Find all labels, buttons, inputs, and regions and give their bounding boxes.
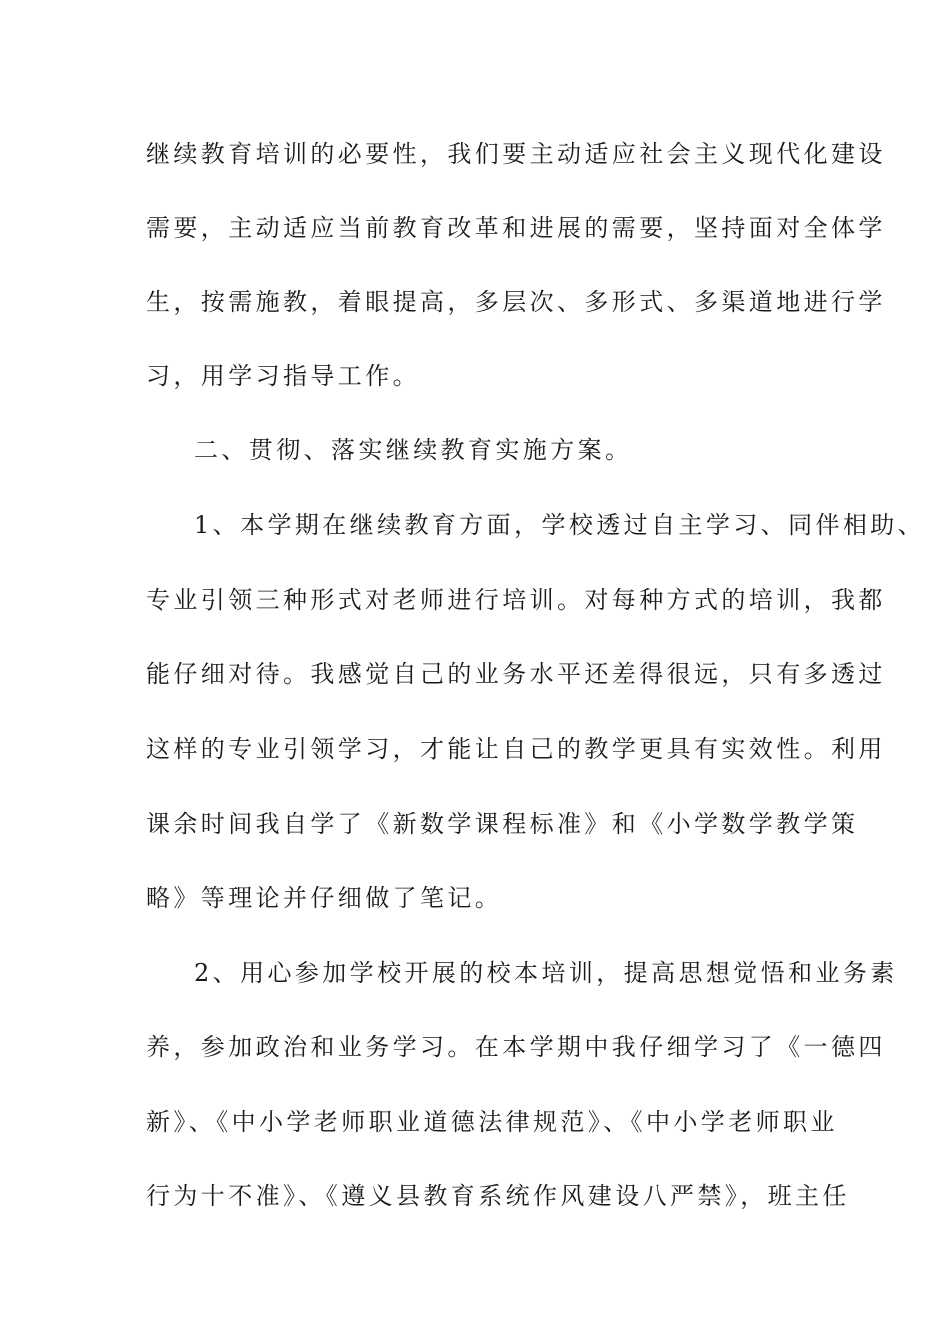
paragraph-line: 课余时间我自学了《新数学课程标准》和《小学数学教学策 — [146, 810, 859, 838]
paragraph-line: 习，用学习指导工作。 — [146, 362, 420, 390]
paragraph-line: 能仔细对待。我感觉自己的业务水平还差得很远，只有多透过 — [146, 660, 886, 688]
paragraph-line: 新》、《中小学老师职业道德法律规范》、《中小学老师职业 — [146, 1108, 838, 1136]
paragraph-line: 生，按需施教，着眼提高，多层次、多形式、多渠道地进行学 — [146, 288, 886, 316]
paragraph-line: 这样的专业引领学习，才能让自己的教学更具有实效性。利用 — [146, 735, 886, 763]
paragraph-line: 养，参加政治和业务学习。在本学期中我仔细学习了《一德四 — [146, 1033, 886, 1061]
paragraph-line: 需要，主动适应当前教育改革和进展的需要，坚持面对全体学 — [146, 214, 886, 242]
paragraph-line: 略》等理论并仔细做了笔记。 — [146, 884, 503, 912]
paragraph-line: 1、本学期在继续教育方面，学校透过自主学习、同伴相助、 — [194, 511, 926, 539]
paragraph-line: 专业引领三种形式对老师进行培训。对每种方式的培训，我都 — [146, 586, 886, 614]
paragraph-line: 继续教育培训的必要性，我们要主动适应社会主义现代化建设 — [146, 140, 886, 168]
paragraph-line: 2、用心参加学校开展的校本培训，提高思想觉悟和业务素 — [194, 959, 898, 987]
section-heading: 二、贯彻、落实继续教育实施方案。 — [194, 436, 633, 464]
paragraph-line: 行为十不准》、《遵义县教育系统作风建设八严禁》，班主任 — [146, 1182, 850, 1210]
